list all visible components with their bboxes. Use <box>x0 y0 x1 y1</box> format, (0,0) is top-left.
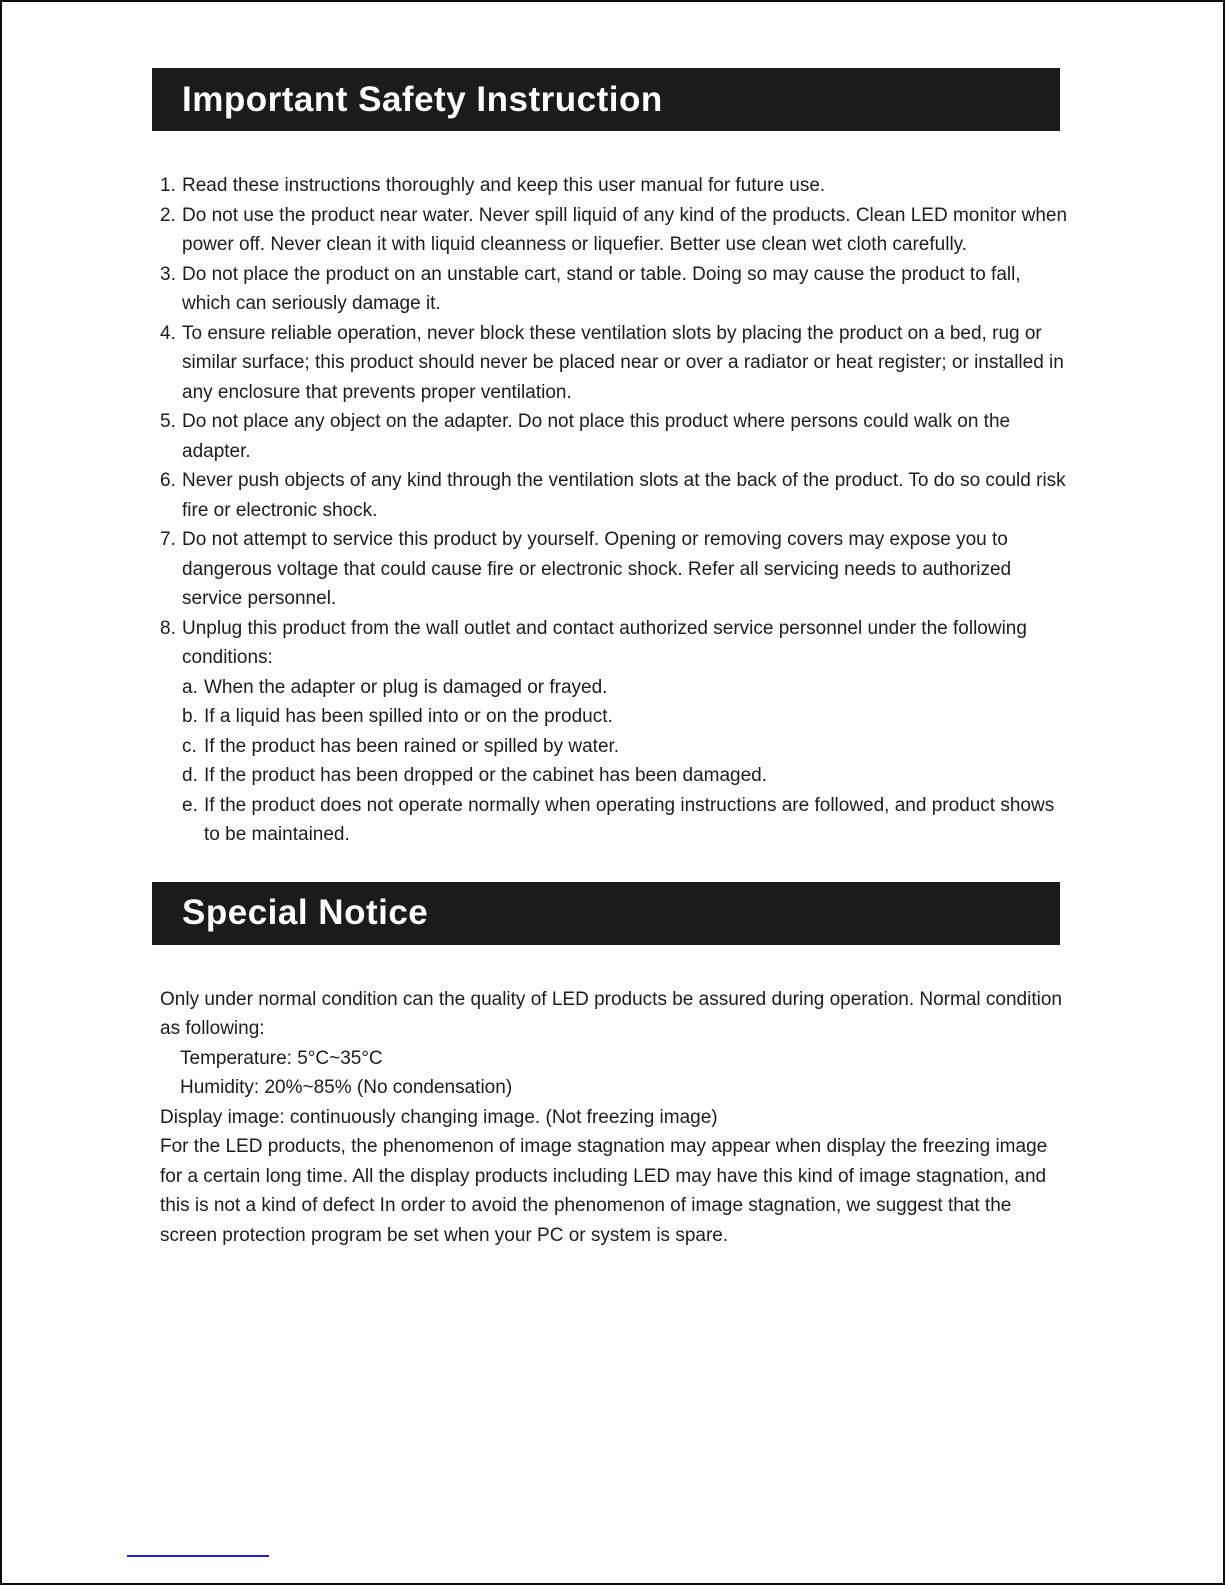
list-item-number: 2. <box>160 204 176 226</box>
sub-list-item <box>182 732 1068 762</box>
list-item-number: 3. <box>160 263 176 285</box>
list-item-text: Do not place the product on an unstable cart, stand or table. Doing so may cause the product to fall, which can seriously damage it. <box>182 263 1021 314</box>
list-item-number: 6. <box>160 470 176 491</box>
notice-display-image-line: Display image: continuously changing image. (Not freezing image) <box>160 1106 718 1128</box>
list-item-text: Do not place any object on the adapter. Do not place this product where persons could walk on the adapter. <box>182 411 1011 462</box>
sub-list-item <box>182 702 1068 732</box>
sub-list-item-text: If a liquid has been spilled into or on the product. <box>204 706 613 727</box>
notice-paragraph: Only under normal condition can the quality of LED products be assured during operation. Normal condition as following: <box>160 988 1062 1039</box>
safety-section-title: Important Safety Instruction <box>182 79 663 119</box>
list-item <box>160 466 1068 525</box>
list-item <box>160 171 1068 201</box>
list-item-number: 8. <box>160 617 176 639</box>
notice-section-title: Special Notice <box>182 893 429 932</box>
list-item-number: 5. <box>160 411 176 432</box>
notice-temperature-line: Temperature: 5°C~35°C <box>180 1047 383 1069</box>
list-item-text: Do not attempt to service this product by yourself. Opening or removing covers may expose you to dangerous voltage that could cause fire or electronic shock. Refer all servicing needs to authorized service personnel. <box>182 529 1012 609</box>
sub-list-item <box>182 761 1068 791</box>
list-item <box>160 525 1068 614</box>
notice-humidity-line: Humidity: 20%~85% (No condensation) <box>180 1077 513 1098</box>
list-item-text: Unplug this product from the wall outlet and contact authorized service personnel under the following conditions: <box>182 617 1027 668</box>
sub-list-item-text: If the product does not operate normally when operating instructions are followed, and product shows to be maintained. <box>204 794 1055 845</box>
list-item-number: 4. <box>160 322 176 344</box>
list-item <box>160 260 1068 319</box>
safety-section-banner <box>152 68 1060 131</box>
sub-list-item-letter: b. <box>182 706 198 727</box>
sub-list-item-letter: d. <box>182 765 198 786</box>
list-item-number: 7. <box>160 529 176 550</box>
list-item <box>160 407 1068 466</box>
list-item-text: To ensure reliable operation, never block these ventilation slots by placing the product on a bed, rug or similar surface; this product should never be placed near or over a radiator or heat register; or installed in any enclosure that prevents proper ventilation. <box>182 322 1064 403</box>
list-item-text: Never push objects of any kind through the ventilation slots at the back of the product. To do so could risk fire or electronic shock. <box>182 470 1066 521</box>
sub-list-item-text: If the product has been rained or spilled by water. <box>204 735 620 757</box>
sub-list-item <box>182 791 1068 850</box>
notice-section-banner <box>152 882 1060 945</box>
list-item-text: Do not use the product near water. Never spill liquid of any kind of the products. Clean LED monitor when power off. Never clean it with liquid cleanness or liquefier. Better use clean wet cloth carefully. <box>182 204 1068 255</box>
sub-list-item <box>182 673 1068 703</box>
safety-sub-list <box>182 673 1068 850</box>
safety-instruction-list <box>160 171 1068 850</box>
list-item <box>160 201 1068 260</box>
list-item <box>160 614 1068 673</box>
notice-body <box>160 985 1065 1251</box>
sub-list-item-letter: e. <box>182 794 198 816</box>
sub-list-item-text: When the adapter or plug is damaged or frayed. <box>204 676 608 698</box>
list-item-number: 1. <box>160 175 176 196</box>
footer-link-underline <box>127 1555 269 1557</box>
sub-list-item-letter: c. <box>182 735 197 757</box>
list-item <box>160 319 1068 408</box>
sub-list-item-letter: a. <box>182 676 198 698</box>
sub-list-item-text: If the product has been dropped or the cabinet has been damaged. <box>204 765 768 786</box>
list-item-text: Read these instructions thoroughly and keep this user manual for future use. <box>182 175 826 196</box>
notice-paragraph: For the LED products, the phenomenon of image stagnation may appear when display the freezing image for a certain long time. All the display products including LED may have this kind of image stagnation, and this is not a kind of defect In order to avoid the phenomenon of image stagnation, we suggest that the screen protection program be set when your PC or system is spare. <box>160 1136 1048 1246</box>
